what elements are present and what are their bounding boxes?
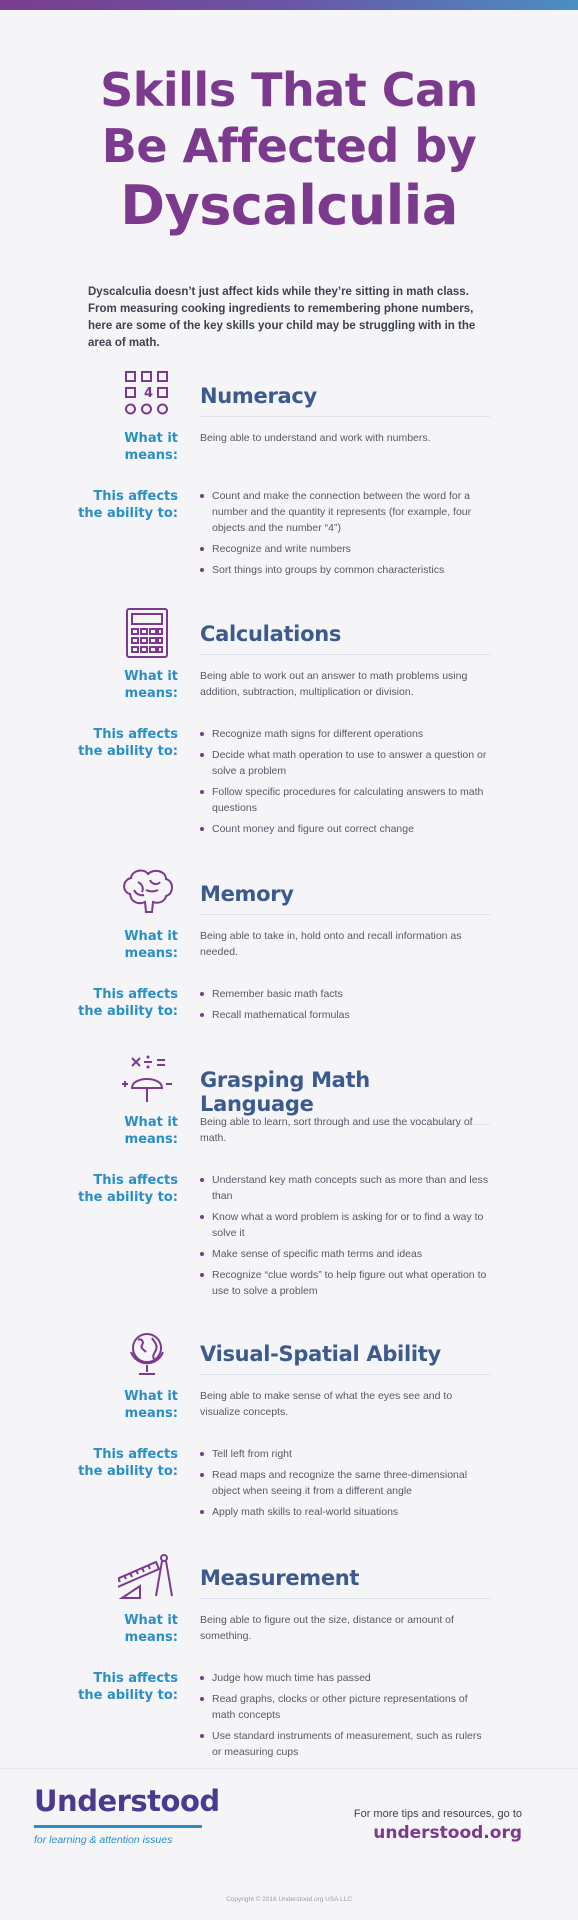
list-item: Understand key math concepts such as more than and less than <box>200 1172 490 1204</box>
list-item: Recognize “clue words” to help figure out what operation to use to solve a problem <box>200 1267 490 1299</box>
what-it-means-label: What it means: <box>124 431 178 463</box>
section-meaning: Being able to learn, sort through and use the vocabulary of math. <box>200 1116 473 1144</box>
bullet-list <box>200 1172 490 1304</box>
website-link[interactable]: understood.org <box>373 1823 522 1843</box>
svg-text:4: 4 <box>144 386 154 401</box>
page-title <box>0 62 578 238</box>
list-item: Judge how much time has passed <box>200 1670 490 1686</box>
title-line-2: Be Affected by <box>101 119 477 173</box>
footer-divider <box>0 1768 578 1769</box>
section-title: Visual-Spatial Ability <box>200 1342 490 1375</box>
top-gradient-bar <box>0 0 578 10</box>
list-item: Use standard instruments of measurement, such as rulers or measuring cups <box>200 1728 490 1760</box>
section-meaning: Being able to take in, hold onto and recall information as needed. <box>200 930 462 958</box>
bullet-list <box>200 488 490 583</box>
what-it-means-label: What it means: <box>124 929 178 961</box>
what-it-means-label: What it means: <box>124 1115 178 1147</box>
bullet-list <box>200 986 490 1028</box>
list-item: Follow specific procedures for calculating answers to math questions <box>200 784 490 816</box>
what-it-means-label: What it means: <box>124 1613 178 1645</box>
section-title: Measurement <box>200 1566 490 1599</box>
list-item: Count and make the connection between the word for a number and the quantity it represents (for example, four objects and the number “4”) <box>200 488 490 536</box>
ruler-compass-icon <box>118 1552 176 1602</box>
logo-tagline: for learning & attention issues <box>34 1834 173 1846</box>
intro-paragraph: Dyscalculia doesn’t just affect kids while they’re sitting in math class. From measuring cooking ingredients to remembering phone numbers, here are some of the key skills your child may be struggling with in the area of math. <box>88 286 476 349</box>
calculator-icon <box>118 608 176 658</box>
bullet-list <box>200 1670 490 1765</box>
affects-label: This affects the ability to: <box>78 727 178 759</box>
section-title: Numeracy <box>200 384 490 417</box>
list-item: Recognize and write numbers <box>200 541 490 557</box>
section-title: Calculations <box>200 622 490 655</box>
understood-logo[interactable]: Understood <box>34 1784 220 1818</box>
what-it-means-label: What it means: <box>124 1389 178 1421</box>
affects-label: This affects the ability to: <box>78 1173 178 1205</box>
bullet-list <box>200 726 490 842</box>
list-item: Sort things into groups by common characteristics <box>200 562 490 578</box>
list-item: Count money and figure out correct change <box>200 821 490 837</box>
affects-label: This affects the ability to: <box>78 1447 178 1479</box>
list-item: Tell left from right <box>200 1446 490 1462</box>
list-item: Make sense of specific math terms and ideas <box>200 1246 490 1262</box>
affects-label: This affects the ability to: <box>78 489 178 521</box>
section-meaning: Being able to work out an answer to math problems using addition, subtraction, multiplication or division. <box>200 670 468 698</box>
bullet-list <box>200 1446 490 1525</box>
section-title: Grasping Math Language <box>200 1068 490 1125</box>
list-item: Recall mathematical formulas <box>200 1007 490 1023</box>
list-item: Decide what math operation to use to answer a question or solve a problem <box>200 747 490 779</box>
section-meaning: Being able to make sense of what the eyes see and to visualize concepts. <box>200 1390 453 1418</box>
list-item: Apply math skills to real-world situations <box>200 1504 490 1520</box>
globe-icon <box>118 1328 176 1378</box>
logo-underline <box>34 1825 202 1828</box>
number-grid-icon <box>118 370 176 420</box>
section-meaning: Being able to understand and work with numbers. <box>200 432 431 444</box>
list-item: Remember basic math facts <box>200 986 490 1002</box>
list-item: Recognize math signs for different operations <box>200 726 490 742</box>
list-item: Know what a word problem is asking for or to find a way to solve it <box>200 1209 490 1241</box>
what-it-means-label: What it means: <box>124 669 178 701</box>
more-resources-text: For more tips and resources, go to <box>353 1808 522 1820</box>
section-title: Memory <box>200 882 490 915</box>
title-line-3: Dyscalculia <box>120 174 458 237</box>
list-item: Read maps and recognize the same three-dimensional object when seeing it from a different angle <box>200 1467 490 1499</box>
section-meaning: Being able to figure out the size, distance or amount of something. <box>200 1614 454 1642</box>
list-item: Read graphs, clocks or other picture representations of math concepts <box>200 1691 490 1723</box>
affects-label: This affects the ability to: <box>78 987 178 1019</box>
title-line-1: Skills That Can <box>100 63 478 117</box>
copyright-text: Copyright © 2016 Understood.org USA LLC <box>226 1896 352 1903</box>
brain-icon <box>118 868 176 918</box>
affects-label: This affects the ability to: <box>78 1671 178 1703</box>
math-symbols-icon <box>118 1054 176 1104</box>
